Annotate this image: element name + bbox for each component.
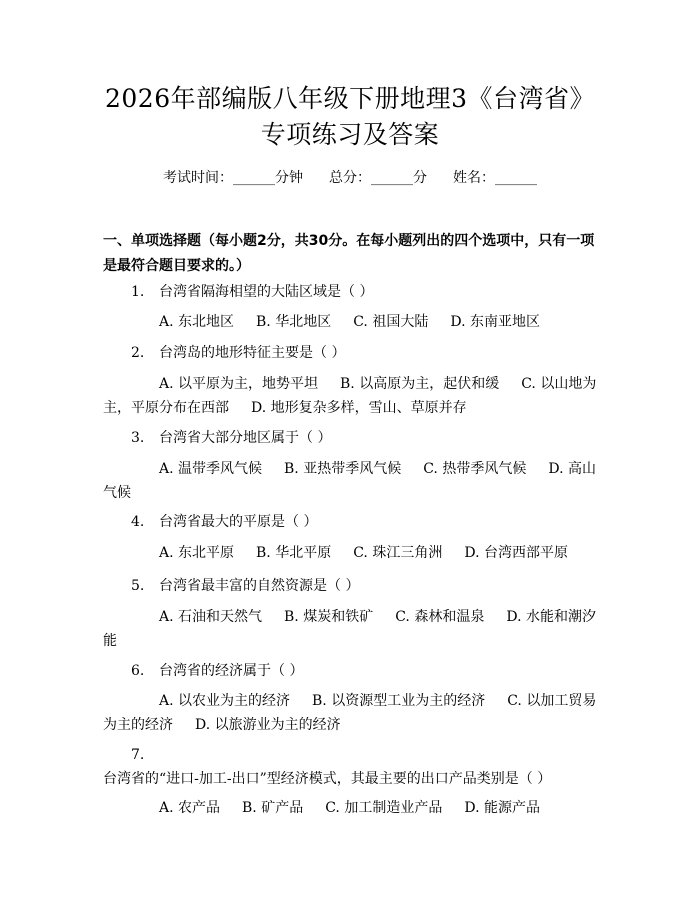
- option-c: C. 加工制造业产品: [325, 800, 443, 816]
- question-7: [103, 743, 601, 791]
- option-b: B. 华北地区: [256, 314, 332, 330]
- question-7-options: [103, 796, 601, 820]
- question-2-options: [103, 372, 601, 420]
- option-d: D. 台湾西部平原: [464, 545, 568, 561]
- option-c: C. 以加工贸易为主的经济: [103, 693, 597, 733]
- question-4: [103, 510, 601, 534]
- option-c: C. 以山地为主，平原分布在西部: [103, 376, 597, 416]
- question-number: 7.: [131, 747, 145, 763]
- option-a: A. 东北地区: [159, 314, 235, 330]
- question-stem: 台湾省隔海相望的大陆区域是（ ）: [159, 284, 374, 300]
- option-d: D. 水能和潮汐能: [103, 609, 596, 649]
- question-stem: 台湾省的经济属于（ ）: [159, 663, 304, 679]
- option-a: A. 石油和天然气: [159, 609, 263, 625]
- option-a: A. 以平原为主，地势平坦: [159, 376, 319, 392]
- question-5-options: [103, 605, 601, 653]
- question-3-options: [103, 457, 601, 505]
- option-c: C. 森林和温泉: [395, 609, 485, 625]
- option-c: C. 祖国大陆: [353, 314, 429, 330]
- option-a: A. 温带季风气候: [159, 461, 263, 477]
- question-6: [103, 659, 601, 683]
- option-b: B. 亚热带季风气候: [284, 461, 402, 477]
- question-number: 1.: [131, 284, 145, 300]
- question-4-options: [103, 541, 601, 565]
- question-1: [103, 280, 601, 304]
- question-2: [103, 341, 601, 365]
- option-a: A. 以农业为主的经济: [159, 693, 291, 709]
- option-b: B. 煤炭和铁矿: [284, 609, 374, 625]
- option-d: D. 东南亚地区: [450, 314, 540, 330]
- option-b: B. 矿产品: [242, 800, 304, 816]
- question-1-options: [103, 310, 601, 334]
- option-c: C. 热带季风气候: [423, 461, 527, 477]
- title-line-2: 专项练习及答案: [260, 120, 440, 149]
- option-c: C. 珠江三角洲: [353, 545, 443, 561]
- question-stem: 台湾岛的地形特征主要是（ ）: [159, 345, 346, 361]
- question-5: [103, 574, 601, 598]
- question-number: 4.: [131, 514, 145, 530]
- question-stem: 台湾省最丰富的自然资源是（ ）: [159, 578, 360, 594]
- option-d: D. 地形复杂多样，雪山、草原并存: [251, 400, 467, 416]
- option-b: B. 以资源型工业为主的经济: [312, 693, 486, 709]
- option-b: B. 以高原为主，起伏和缓: [340, 376, 500, 392]
- question-number: 5.: [131, 578, 145, 594]
- total-score-field: 总分：______分: [329, 170, 427, 186]
- question-number: 6.: [131, 663, 145, 679]
- question-number: 3.: [131, 430, 145, 446]
- question-stem: 台湾省最大的平原是（ ）: [159, 514, 318, 530]
- option-a: A. 东北平原: [159, 545, 235, 561]
- option-d: D. 以旅游业为主的经济: [195, 717, 341, 733]
- section-heading: 一、单项选择题（每小题2分，共30分。在每小题列出的四个选项中，只有一项是最符合题目要求的。）: [103, 233, 595, 274]
- question-stem: 台湾省大部分地区属于（ ）: [159, 430, 332, 446]
- question-3: [103, 426, 601, 450]
- option-b: B. 华北平原: [256, 545, 332, 561]
- name-field: 姓名：______: [453, 170, 537, 186]
- question-number: 2.: [131, 345, 145, 361]
- title-line-1: 2026年部编版八年级下册地理3《台湾省》: [104, 84, 596, 113]
- question-stem: 台湾省的“进口-加工-出口”型经济模式，其最主要的出口产品类别是（ ）: [103, 771, 552, 787]
- option-d: D. 高山气候: [103, 461, 596, 501]
- exam-meta: [0, 168, 700, 188]
- option-a: A. 农产品: [159, 800, 221, 816]
- exam-time-field: 考试时间：______分钟: [163, 170, 303, 186]
- option-d: D. 能源产品: [464, 800, 540, 816]
- question-6-options: [103, 689, 601, 737]
